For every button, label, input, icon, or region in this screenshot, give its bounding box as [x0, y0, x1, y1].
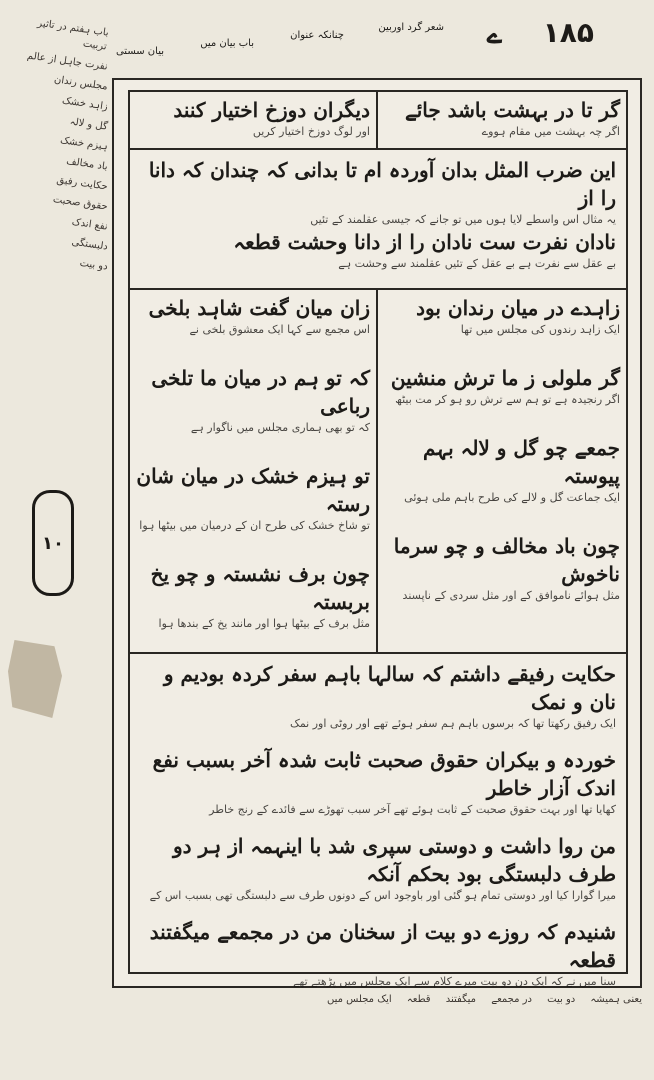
- prose-urdu-line: بے عقل سے نفرت ہے بے عقل کے تئیں عقلمند سے وحشت ہے: [338, 257, 616, 270]
- story-persian-line: من روا داشت و دوستی سپری شد با اینہمہ از ہر دو طرف دلبستگی بود بحکم آنکہ: [172, 834, 616, 886]
- page-mark: ے: [486, 20, 502, 50]
- margin-note: باب ہفتم در تاثیر تربیت: [36, 17, 110, 53]
- margin-note: باد مخالف: [65, 155, 109, 173]
- bottom-note: قطعہ: [406, 994, 431, 1005]
- verse-grid-right: [378, 290, 626, 652]
- story-urdu-line: ایک رفیق رکھتا تھا کہ برسوں باہم ہم سفر ہوئے تھے اور روٹی اور نمک: [289, 717, 616, 730]
- margin-note: نفرت جاہل از عالم: [26, 50, 109, 73]
- verse-urdu: اگر رنجیدہ ہے تو ہم سے ترش رو ہو کر مت بیٹھ: [395, 393, 620, 406]
- story-urdu-line: سنا میں نے کہ ایک دن دو بیت میرے کلام سے ایک مجلس میں پڑھتے تھے: [293, 975, 616, 988]
- verse-persian: گر ملولی ز ما ترش منشین: [390, 366, 620, 390]
- bottom-marginal-notes: [112, 992, 642, 1072]
- story-urdu-line: کھایا تھا اور بہت حقوق صحبت کے ثابت ہوئے تھے آخر سبب تھوڑے سے فائدے کے رنج خاطر: [209, 803, 616, 816]
- margin-note: ہیزم خشک: [59, 135, 109, 153]
- header-note: شعر گرد اوربین: [378, 22, 444, 33]
- story-block: [130, 654, 626, 988]
- prose-urdu-line: یہ مثال اس واسطے لایا ہوں میں تو جانے کہ جیسی عقلمند کے تئیں: [310, 213, 616, 226]
- verse-persian: چون برف نشستہ و چو یخ بربستہ: [150, 562, 370, 614]
- header-note: باب بیان میں: [200, 38, 254, 49]
- prose-persian-line: نادان نفرت ست نادان را از دانا وحشت قطعہ: [233, 230, 616, 254]
- margin-note: نفع اندک: [71, 216, 109, 233]
- verse-urdu: ایک جماعت گل و لالے کی طرح باہم ملی ہوئی: [404, 491, 620, 504]
- verse-persian: کہ تو ہم در میان ما تلخی رباعی: [151, 366, 370, 418]
- verse-urdu: کہ تو بھی ہماری مجلس میں ناگوار ہے: [190, 421, 370, 434]
- margin-circle-number: ۱۰: [32, 490, 74, 596]
- margin-note: زاہد خشک: [61, 95, 109, 113]
- prose-persian-line: این ضرب المثل بدان آوردہ ام تا بدانی کہ چندان کہ دانا را از: [148, 158, 616, 210]
- verse-grid-left: [130, 290, 378, 652]
- verse-persian: زاہدے در میان رندان بود: [416, 296, 620, 320]
- page-number: ۱۸۵: [542, 16, 594, 49]
- verse-persian: چون باد مخالف و چو سرما ناخوش: [393, 534, 620, 586]
- margin-note: دلبستگی: [70, 236, 109, 253]
- page-header: [20, 8, 634, 56]
- verse-urdu: اس مجمع سے کہا ایک معشوق بلخی نے: [189, 323, 370, 336]
- verse-urdu: مثل ہوائے ناموافق کے اور مثل سردی کے ناپسند: [402, 589, 620, 602]
- margin-note: مجلس رندان: [53, 74, 109, 93]
- header-note: بیان سستی: [115, 46, 164, 57]
- margin-note: دو بیت: [79, 257, 109, 273]
- bottom-note: ایک مجلس میں: [326, 994, 392, 1005]
- prose-block-1: [130, 150, 626, 290]
- bottom-note: دو بیت: [547, 994, 576, 1005]
- bottom-note: یعنی ہمیشہ: [590, 994, 642, 1005]
- torn-paper-patch: [8, 640, 62, 718]
- verse-urdu: تو شاخ خشک کی طرح ان کے درمیان میں بیٹھا ہوا: [139, 519, 370, 532]
- inner-frame: [128, 90, 628, 988]
- header-note: چنانکہ عنوان: [290, 30, 344, 41]
- verse-persian: زان میان گفت شاہد بلخی: [148, 296, 370, 320]
- top-verse-right: [378, 92, 626, 148]
- verse-urdu: اور لوگ دوزخ اختیار کریں: [252, 125, 370, 138]
- verse-persian: دیگران دوزخ اختیار کنند: [173, 98, 370, 122]
- story-persian-line: شنیدم کہ روزے دو بیت از سخنان من در مجمعے میگفتند قطعہ: [149, 920, 616, 972]
- margin-note: گل و لالہ: [69, 116, 109, 133]
- story-urdu-line: میرا گوارا کیا اور دوستی تمام ہو گئی اور باوجود اس کے دونوں طرف سے دلبستگی تھی بسبب اس کے: [149, 889, 616, 902]
- verse-urdu: اگر چہ بہشت میں مقام ہووے: [481, 125, 620, 138]
- top-verse-left: [130, 92, 378, 148]
- text-frame: [112, 78, 642, 988]
- top-verse-row: [130, 92, 626, 150]
- verse-urdu: ایک زاہد رندوں کی مجلس میں تھا: [460, 323, 620, 336]
- bottom-note: در مجمعے: [491, 994, 532, 1005]
- verse-persian: تو ہیزم خشک در میان شان رستہ: [136, 464, 370, 516]
- bottom-note: میگفتند: [445, 994, 477, 1005]
- verse-urdu: مثل برف کے بیٹھا ہوا اور مانند یخ کے بندھا ہوا: [158, 617, 370, 630]
- story-persian-line: حکایت رفیقے داشتم کہ سالہا باہم سفر کردہ بودیم و نان و نمک: [163, 662, 616, 714]
- story-persian-line: خوردہ و بیکران حقوق صحبت ثابت شدہ آخر بسبب نفع اندک آزار خاطر: [152, 748, 616, 800]
- verse-grid: [130, 290, 626, 654]
- verse-persian: جمعے چو گل و لالہ بہم پیوستہ: [423, 436, 620, 488]
- margin-note: حقوق صحبت: [52, 194, 109, 213]
- margin-note: حکایت رفیق: [55, 174, 109, 193]
- verse-persian: گر تا در بہشت باشد جائے: [404, 98, 620, 122]
